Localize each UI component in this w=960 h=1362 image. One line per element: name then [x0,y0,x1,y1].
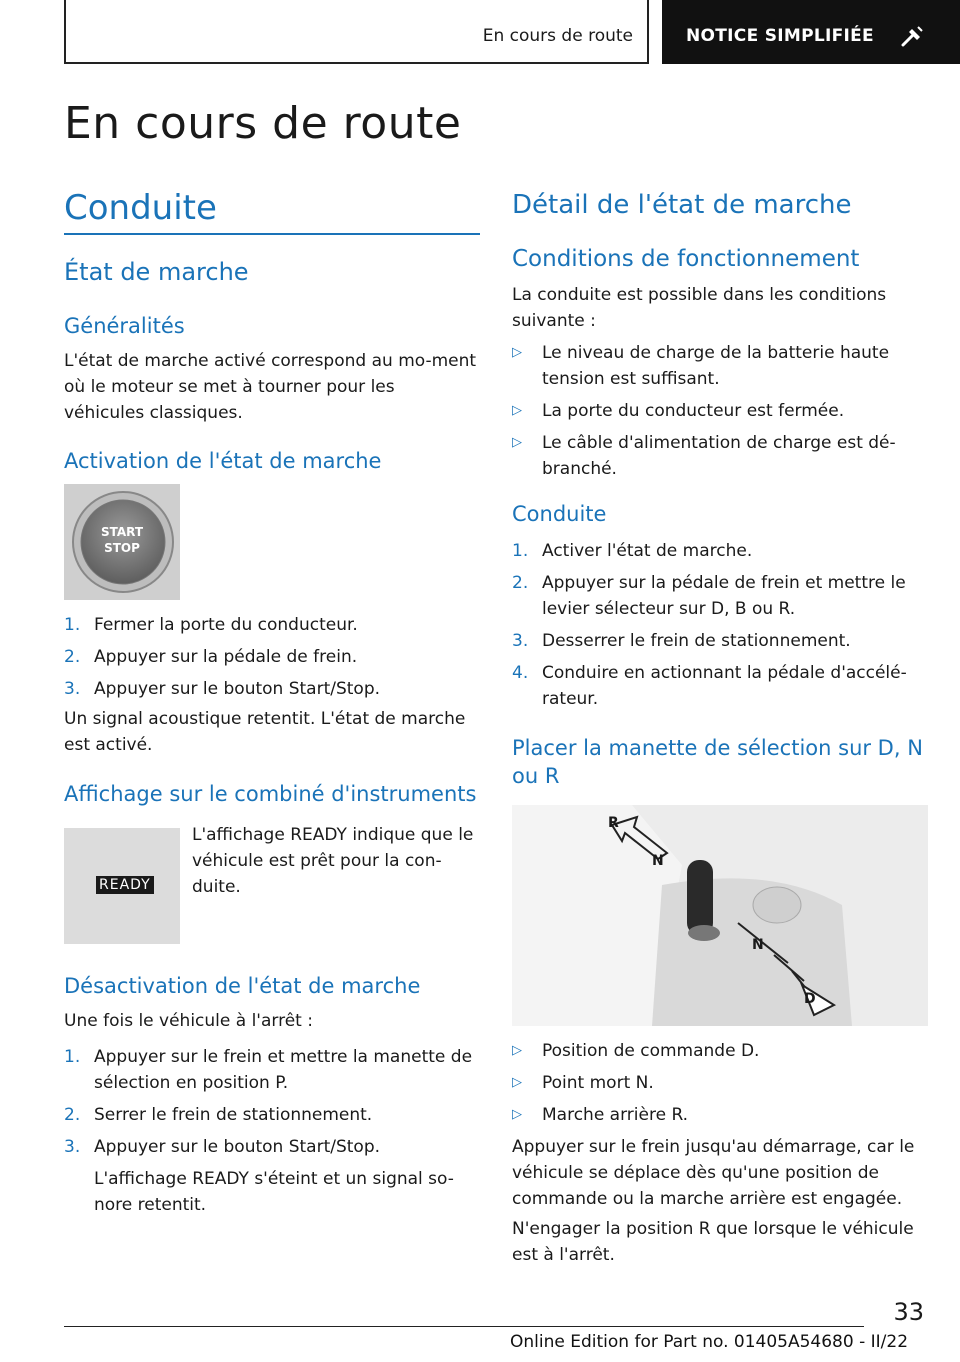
gear-label-r: R [608,815,619,831]
list-item: 2. Serrer le frein de stationnement. [64,1105,373,1125]
gear-label-n-upper: N [652,853,664,869]
tools-icon [900,25,924,47]
heading-rule [64,233,480,235]
heading-conduite-steps: Conduite [512,502,607,526]
list-item: ▷ Position de commande D. [512,1038,928,1064]
list-item: 1. Fermer la porte du conducteur. [64,615,358,635]
section-tab-label: En cours de route [482,26,633,46]
driving-steps [512,538,928,718]
selector-paragraph-1: Appuyer sur le frein jusqu'au démarrage, car le véhicule se déplace dès qu'une position de commande ou la marche arrière est engagée. [512,1137,915,1209]
triangle-bullet-icon: ▷ [512,435,522,450]
button-label-stop: STOP [104,541,140,555]
edition-note: Online Edition for Part no. 01405A54680 - II/22 [510,1332,909,1352]
section-heading-conduite: Conduite [64,188,217,228]
selector-list [512,1038,928,1134]
heading-detail: Détail de l'état de marche [512,190,852,220]
deactivation-intro: Une fois le véhicule à l'arrêt : [64,1011,313,1031]
heading-affichage: Affichage sur le combiné d'instruments [64,782,477,806]
triangle-bullet-icon: ▷ [512,1043,522,1058]
heading-selector: Placer la manette de sélection sur D, N ou R [512,736,923,788]
general-paragraph: L'état de marche activé correspond au mo-ment où le moteur se met à tourner pour les véhicules classiques. [64,351,477,423]
button-label-start: START [100,525,144,539]
header-chapter-tab [662,0,960,64]
list-item: 3. Appuyer sur le bouton Start/Stop. [64,1137,381,1157]
list-item: 2. Appuyer sur la pédale de frein. [64,647,358,667]
triangle-bullet-icon: ▷ [512,1107,522,1122]
gear-selector-illustration [512,805,928,1026]
page-title: En cours de route [64,98,462,149]
ready-display-image [64,828,180,944]
activation-steps [64,612,480,708]
chapter-tab-label: NOTICE SIMPLIFIÉE [686,26,874,46]
header-section-tab [64,0,649,64]
list-item: ▷ Point mort N. [512,1070,928,1096]
heading-generalites: Généralités [64,314,185,338]
start-stop-button-image [64,484,180,600]
heading-conditions: Conditions de fonctionnement [512,246,860,272]
deactivation-steps [64,1044,480,1166]
conditions-paragraph: La conduite est possible dans les conditions suivante : [512,285,887,331]
conditions-list [512,340,928,488]
gear-label-n-lower: N [752,937,764,953]
triangle-bullet-icon: ▷ [512,403,522,418]
gear-label-d: D [804,991,816,1007]
list-item: 4. Conduire en actionnant la pédale d'accélé-rateur. [512,663,907,709]
list-item: 3. Appuyer sur le bouton Start/Stop. [64,679,381,699]
list-item: 1. Appuyer sur le frein et mettre la manette de sélection en position P. [64,1047,473,1093]
list-item: 1. Activer l'état de marche. [512,541,753,561]
list-item: 2. Appuyer sur la pédale de frein et mettre le levier sélecteur sur D, B ou R. [512,573,906,619]
heading-desactivation: Désactivation de l'état de marche [64,974,421,998]
display-paragraph: L'affichage READY indique que le véhicule est prêt pour la con-duite. [192,825,474,897]
deactivation-after: L'affichage READY s'éteint et un signal so-nore retentit. [94,1169,454,1215]
triangle-bullet-icon: ▷ [512,1075,522,1090]
footer-rule [64,1326,864,1327]
list-item: ▷ La porte du conducteur est fermée. [512,398,928,424]
heading-activation: Activation de l'état de marche [64,449,382,473]
list-item: ▷ Le niveau de charge de la batterie haute tension est suffisant. [512,340,928,392]
selector-paragraph-2: N'engager la position R que lorsque le véhicule est à l'arrêt. [512,1219,914,1265]
ready-label: READY [96,876,154,894]
list-item: 3. Desserrer le frein de stationnement. [512,631,851,651]
list-item: ▷ Marche arrière R. [512,1102,928,1128]
triangle-bullet-icon: ▷ [512,345,522,360]
list-item: ▷ Le câble d'alimentation de charge est dé-branché. [512,430,928,482]
gear-selector-image [512,805,928,1026]
subheading-etat-de-marche: État de marche [64,258,249,286]
activation-paragraph: Un signal acoustique retentit. L'état de marche est activé. [64,709,466,755]
page-number: 33 [893,1298,924,1326]
